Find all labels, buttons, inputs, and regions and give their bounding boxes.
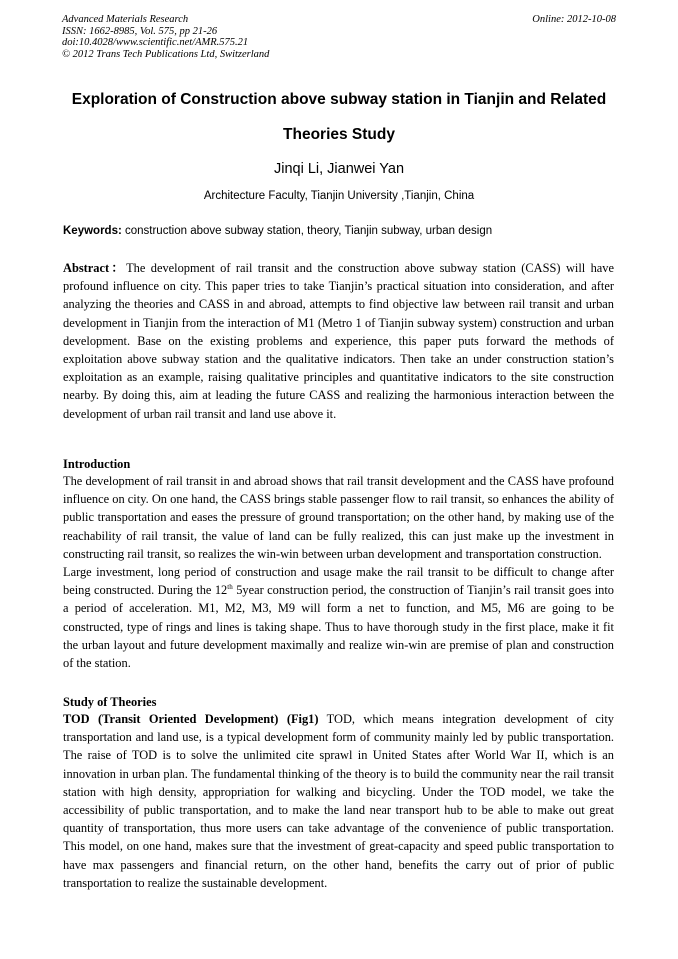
keywords-label: Keywords: [63, 225, 122, 237]
authors: Jinqi Li, Jianwei Yan [273, 161, 405, 177]
keywords-text: construction above subway station, theory, Tianjin subway, urban design [121, 225, 493, 237]
abstract-label: Abstract： [63, 261, 127, 275]
tod-text: TOD, which means integration development of city transportation and land use, is a typical development form of community mainly led by public transportation. The raise of TOD is to solve the unlimited cite sprawl in United States after World War II, which is an innovation in urban plan. The fundamental thinking of the theory is to build the community near the rail transit station with high density, appropriation for walking and bicycling. Under the TOD model, we take the accessibility of public transportation, and to make the land near transport hub to be able to make out great quantity of transportation, thus more users can take advantage of the convenience of public transportation. This model, on one hand, makes sure that the investment of great-capacity and speed public transportation to have max passengers and financial return, on the other hand, benefits the carry out of prior of public transportation to realize the sustainable development. [63, 712, 614, 890]
abstract-text: The development of rail transit and the construction above subway station (CASS) will have profound influence on city. This paper tries to take Tianjin’s practical situation into consideration, and after analyzing the theories and CASS in and abroad, attempts to find objective law between rail transit and urban development in Tianjin from the interaction of M1 (Metro 1 of Tianjin subway system) construction and urban development. Base on the existing problems and experience, this paper puts forward the methods of exploitation above subway station and the qualitative indicators. Then take an under construction station’s exploitation as an example, raising qualitative principles and quantitative indicators to the site construction nearby. By doing this, aim at leading the future CASS and realizing the harmonious interaction between the development of urban rail transit and land use above it. [63, 261, 615, 421]
intro-p2-part-a: Large investment, long period of construction and usage make the rail transit to be difficult to change after being constructed. During the 12 [63, 565, 614, 598]
introduction-body [63, 472, 614, 672]
keywords [63, 224, 623, 239]
online-date: Online: 2012-10-08 [532, 14, 616, 25]
theories-body [63, 710, 614, 892]
abstract [63, 259, 614, 423]
issn: ISSN: 1662-8985, Vol. 575, pp 21-26 [62, 25, 218, 37]
superscript-th: th [227, 583, 233, 592]
tod-label: TOD (Transit Oriented Development) (Fig1) [63, 712, 319, 726]
introduction-heading: Introduction [63, 457, 131, 471]
affiliation: Architecture Faculty, Tianjin University ,Tianjin, China [203, 190, 475, 202]
journal-header [62, 14, 616, 60]
introduction-paragraph-1: The development of rail transit in and abroad shows that rail transit development and the CASS have profound influence on city. On one hand, the CASS brings stable passenger flow to rail transit, so enhances the ability of public transportation and eases the pressure of ground transportation; on the other hand, by making use of the reachability of rail transit, the value of land can be fully realized, this can just make up the investment in constructing rail transit, so realizes the win-win between urban development and transportation construction. [63, 474, 614, 561]
journal-name: Advanced Materials Research [62, 14, 189, 25]
intro-p2-part-b: 5year construction period, the construction of Tianjin’s rail transit goes into a period of acceleration. M1, M2, M3, M9 will form a net to function, and M5, M6 are going to be constructed, type of rings and lines is taking shape. Thus to have thorough study in the first place, make it fit the urban layout and future development maximally and realize win-win are premise of plan and construction of the station. [63, 583, 614, 671]
doi: doi:10.4028/www.scientific.net/AMR.575.21 [62, 37, 249, 49]
paper-title-line1: Exploration of Construction above subway station in Tianjin and Related [71, 91, 607, 108]
paper-title-line2: Theories Study [283, 126, 395, 143]
copyright: © 2012 Trans Tech Publications Ltd, Switzerland [62, 48, 270, 60]
introduction-paragraph-2 [63, 563, 614, 672]
theories-heading: Study of Theories [63, 695, 157, 709]
